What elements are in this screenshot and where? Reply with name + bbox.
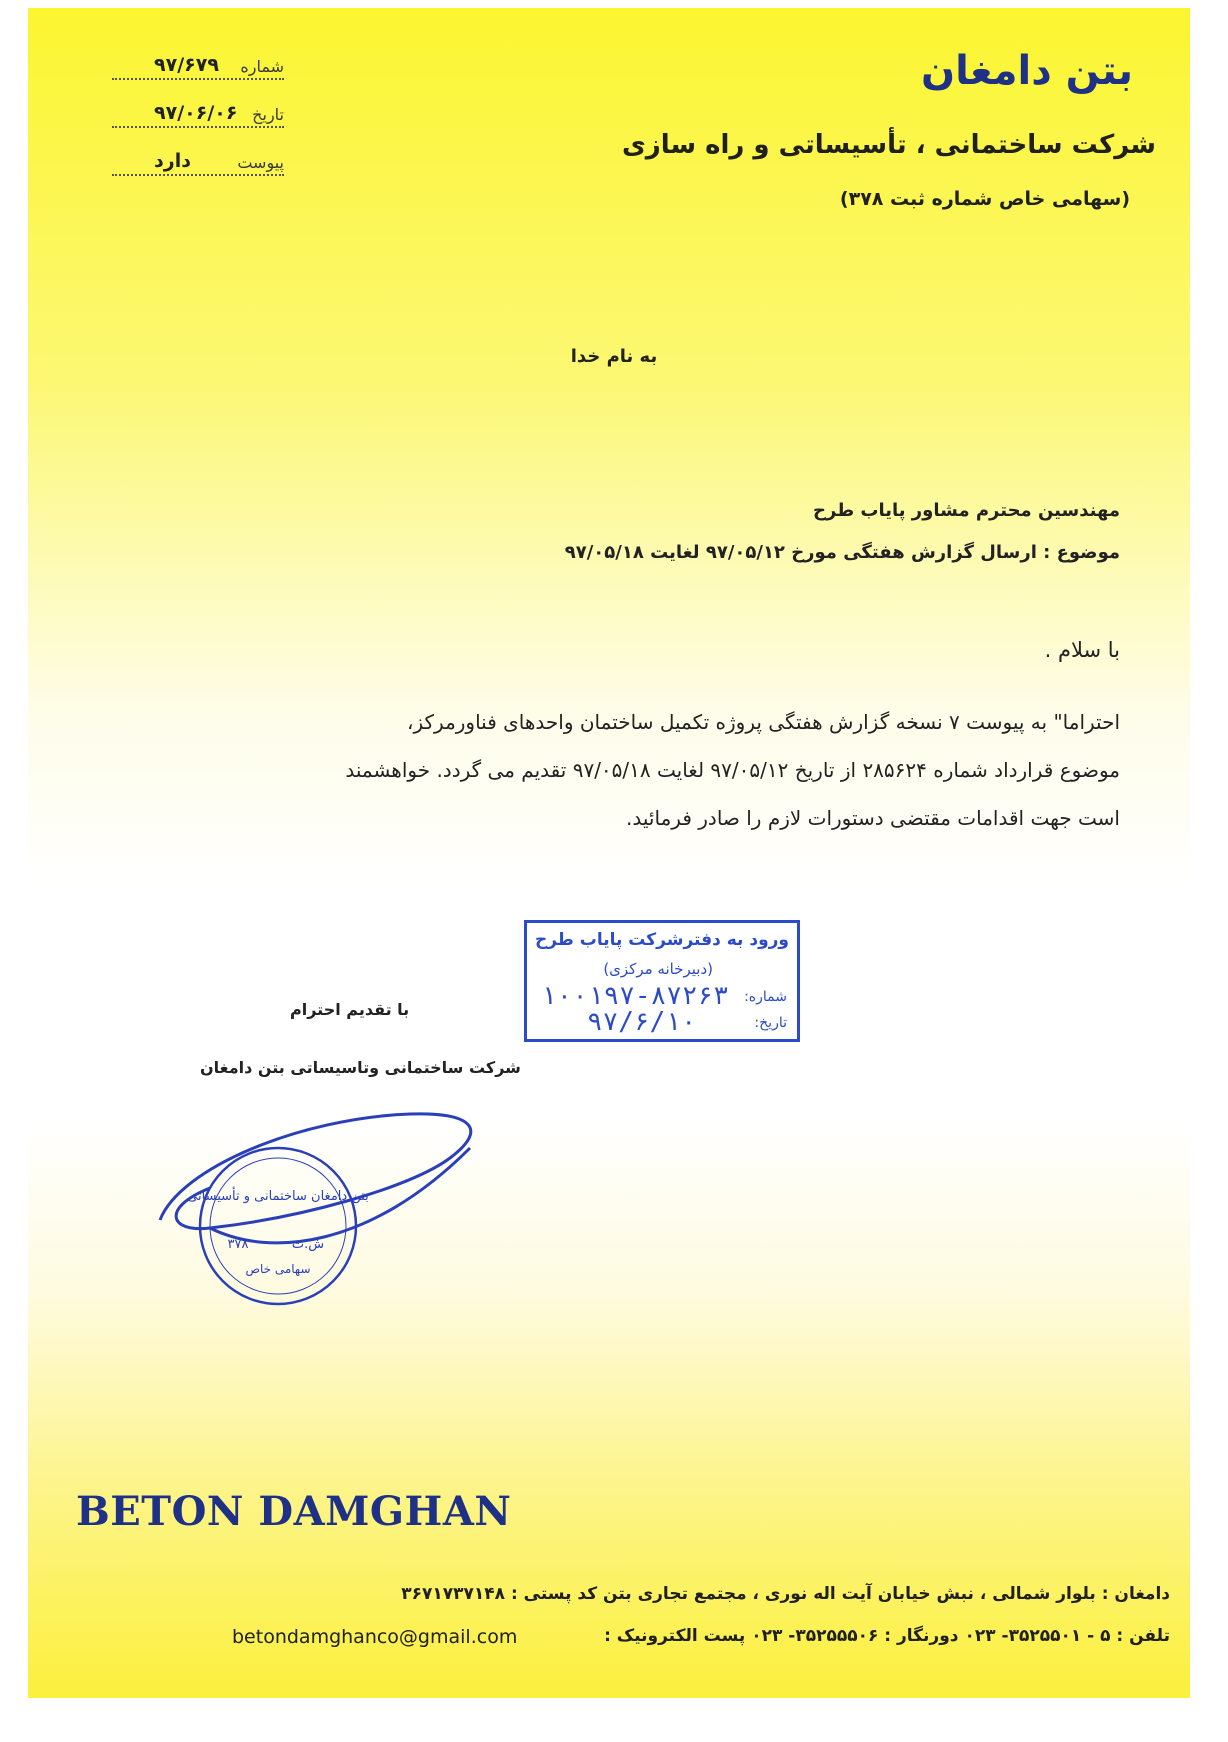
seal-reg-number: ۳۷۸ <box>227 1237 249 1252</box>
seal-code: ش.ث <box>291 1237 325 1252</box>
footer-email[interactable]: betondamghanco@gmail.com <box>232 1626 518 1648</box>
brand-name-english: BETON DAMGHAN <box>76 1488 512 1535</box>
signature-stroke <box>160 1114 471 1243</box>
stamp-date-value: ۹۷/۶/۱۰ <box>587 1007 697 1037</box>
attachment-field <box>112 148 284 176</box>
letter-number-value: ۹۷/۶۷۹ <box>154 54 219 76</box>
seal-type: سهامی خاص <box>245 1262 311 1276</box>
subject-line: موضوع : ارسال گزارش هفتگی مورخ ۹۷/۰۵/۱۲ لغایت ۹۷/۰۵/۱۸ <box>564 542 1120 563</box>
stamp-number-value: ۱۰۰۱۹۷-۸۷۲۶۳ <box>541 981 729 1011</box>
letter-date-label: تاریخ <box>252 105 284 124</box>
footer-contact: تلفن : ۵ - ۳۵۲۵۵۰۱- ۰۲۳ دورنگار : ۳۵۲۵۵۵۰۶- ۰۲۳ پست الکترونیک : <box>604 1626 1170 1646</box>
letter-date-field <box>112 100 284 128</box>
body-line: موضوع قرارداد شماره ۲۸۵۶۲۴ از تاریخ ۹۷/۰۵/۱۲ لغایت ۹۷/۰۵/۱۸ تقدیم می گردد. خواهشمند <box>345 758 1120 782</box>
addressee: مهندسین محترم مشاور پایاب طرح <box>813 500 1120 521</box>
letter-number-field <box>112 52 284 80</box>
receipt-stamp <box>524 920 800 1042</box>
signatory-company: شرکت ساختمانی وتاسیساتی بتن دامغان <box>200 1058 521 1077</box>
letter-date-value: ۹۷/۰۶/۰۶ <box>154 102 238 124</box>
company-name: بتن دامغان <box>920 48 1133 94</box>
letterhead-paper <box>28 8 1190 1698</box>
body-line: است جهت اقدامات مقتضی دستورات لازم را صادر فرمائید. <box>626 806 1120 830</box>
stamp-title: ورود به دفترشرکت پایاب طرح <box>534 930 789 950</box>
attachment-value: دارد <box>154 150 191 172</box>
letter-body <box>345 698 1120 842</box>
stamp-date-label: تاریخ: <box>754 1015 787 1031</box>
company-description: شرکت ساختمانی ، تأسیساتی و راه سازی <box>621 130 1156 160</box>
stamp-subtitle: (دبیرخانه مرکزی) <box>603 960 713 978</box>
closing: با تقدیم احترام <box>290 1000 410 1019</box>
greeting: با سلام . <box>1044 638 1120 662</box>
letter-heading: به نام خدا <box>570 346 658 367</box>
stamp-number-label: شماره: <box>744 989 787 1005</box>
letter-number-label: شماره <box>240 57 284 76</box>
attachment-label: پیوست <box>237 153 284 172</box>
body-line: احتراما" به پیوست ۷ نسخه گزارش هفتگی پروژه تکمیل ساختمان واحدهای فناورمرکز، <box>407 710 1120 734</box>
company-registration: (سهامی خاص شماره ثبت ۳۷۸) <box>839 188 1130 210</box>
seal-text: بتن دامغان ساختمانی و تأسیساتی <box>187 1189 369 1204</box>
company-seal-and-signature <box>150 1108 520 1338</box>
footer-address: دامغان : بلوار شمالی ، نبش خیابان آیت اله نوری ، مجتمع تجاری بتن کد پستی : ۳۶۷۱۷۳۷۱۴۸ <box>401 1584 1170 1604</box>
